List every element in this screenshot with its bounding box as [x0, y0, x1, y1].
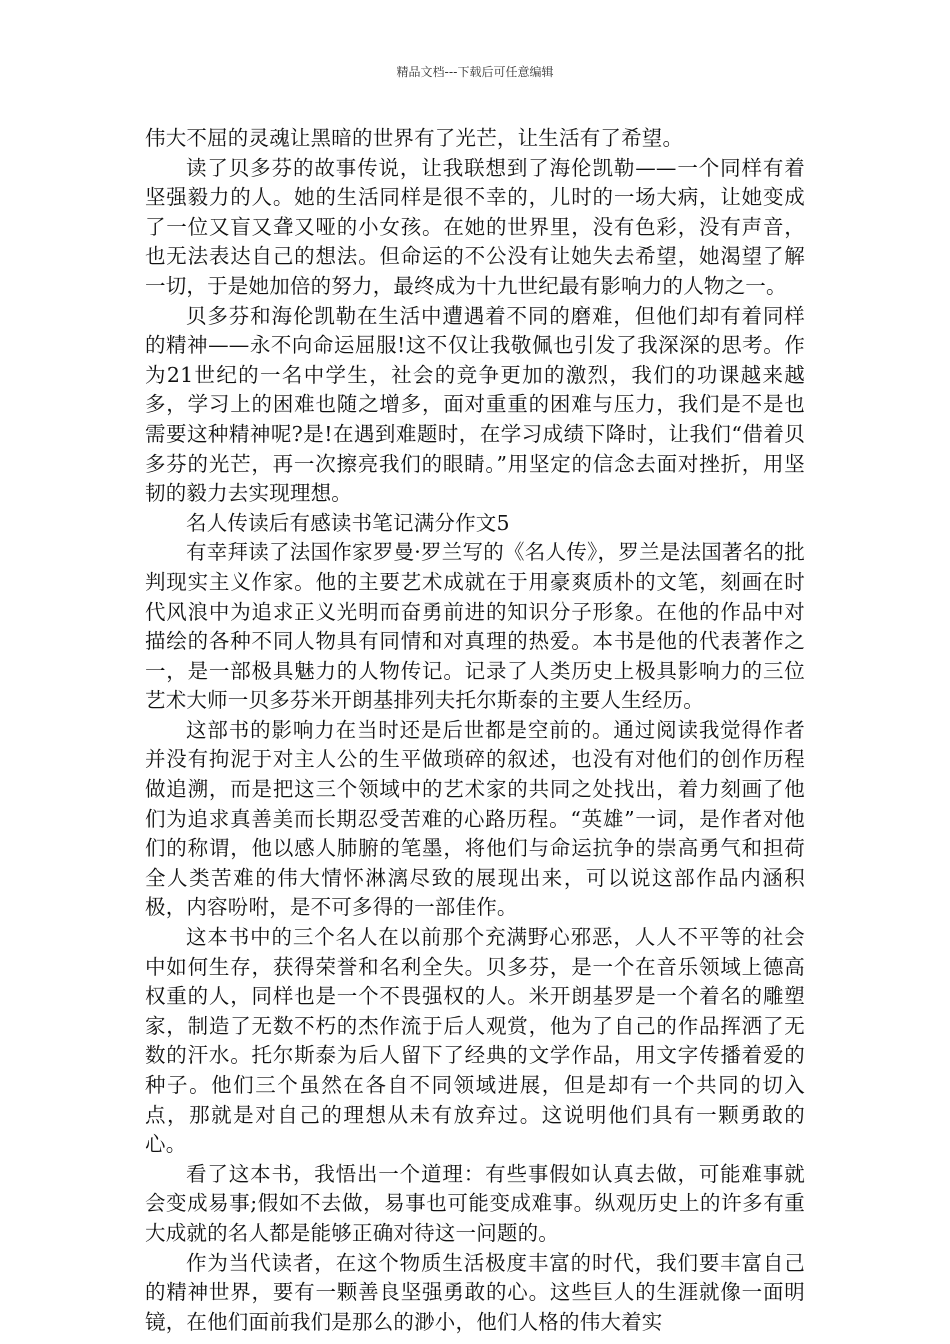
- section-heading: 名人传读后有感读书笔记满分作文5: [186, 510, 510, 535]
- paragraph: 作为当代读者，在这个物质生活极度丰富的时代，我们要丰富自己的精神世界，要有一颗善良坚强勇敢的心。这些巨人的生涯就像一面明镜，在他们面前我们是那么的渺小，他们人格的伟大着实: [145, 1250, 805, 1334]
- paragraph: 这本书中的三个名人在以前那个充满野心邪恶，人人不平等的社会中如何生存，获得荣誉和名利全失。贝多芬，是一个在音乐领域上德高权重的人，同样也是一个不畏强权的人。米开朗基罗是一个着名的雕塑家，制造了无数不朽的杰作流于后人观赏，他为了自己的作品挥洒了无数的汗水。托尔斯泰为后人留下了经典的文学作品，用文字传播着爱的种子。他们三个虽然在各自不同领域进展，但是却有一个共同的切入点，那就是对自己的理想从未有放弃过。这说明他们具有一颗勇敢的心。: [145, 925, 805, 1157]
- document-body: [145, 124, 805, 1337]
- paragraph: 这部书的影响力在当时还是后世都是空前的。通过阅读我觉得作者并没有拘泥于对主人公的生平做琐碎的叙述，也没有对他们的创作历程做追溯，而是把这三个领域中的艺术家的共同之处找出，着力刻画了他们为追求真善美而长期忍受苦难的心路历程。“英雄”一词，是作者对他们的称谓，他以感人肺腑的笔墨，将他们与命运抗争的崇高勇气和担荷全人类苦难的伟大情怀淋漓尽致的展现出来，可以说这部作品内涵积极，内容吩咐，是不可多得的一部佳作。: [145, 717, 805, 920]
- paragraph: 贝多芬和海伦凯勒在生活中遭遇着不同的磨难，但他们却有着同样的精神——永不向命运屈服!这不仅让我敬佩也引发了我深深的思考。作为21世纪的一名中学生，社会的竞争更加的激烈，我们的功课越来越多，学习上的困难也随之增多，面对重重的困难与压力，我们是不是也需要这种精神呢?是!在遇到难题时，在学习成绩下降时，让我们“借着贝多芬的光芒，再一次擦亮我们的眼睛。”用坚定的信念去面对挫折，用坚韧的毅力去实现理想。: [145, 303, 805, 506]
- paragraph: 读了贝多芬的故事传说，让我联想到了海伦凯勒——一个同样有着坚强毅力的人。她的生活同样是很不幸的，儿时的一场大病，让她变成了一位又盲又聋又哑的小女孩。在她的世界里，没有色彩，没有声音，也无法表达自己的想法。但命运的不公没有让她失去希望，她渴望了解一切，于是她加倍的努力，最终成为十九世纪最有影响力的人物之一。: [145, 155, 805, 298]
- paragraph: 看了这本书，我悟出一个道理：有些事假如认真去做，可能难事就会变成易事;假如不去做，易事也可能变成难事。纵观历史上的许多有重大成就的名人都是能够正确对待这一问题的。: [145, 1161, 805, 1245]
- paragraph: 有幸拜读了法国作家罗曼·罗兰写的《名人传》，罗兰是法国著名的批判现实主义作家。他的主要艺术成就在于用豪爽质朴的文笔，刻画在时代风浪中为追求正义光明而奋勇前进的知识分子形象。在他的作品中对描绘的各种不同人物具有同情和对真理的热爱。本书是他的代表著作之一，是一部极具魅力的人物传记。记录了人类历史上极具影响力的三位艺术大师一贝多芬米开朗基排列夫托尔斯泰的主要人生经历。: [145, 540, 805, 713]
- paragraph: 伟大不屈的灵魂让黑暗的世界有了光芒，让生活有了希望。: [145, 126, 684, 150]
- page-header: 精品文档---下载后可任意编辑: [396, 65, 554, 79]
